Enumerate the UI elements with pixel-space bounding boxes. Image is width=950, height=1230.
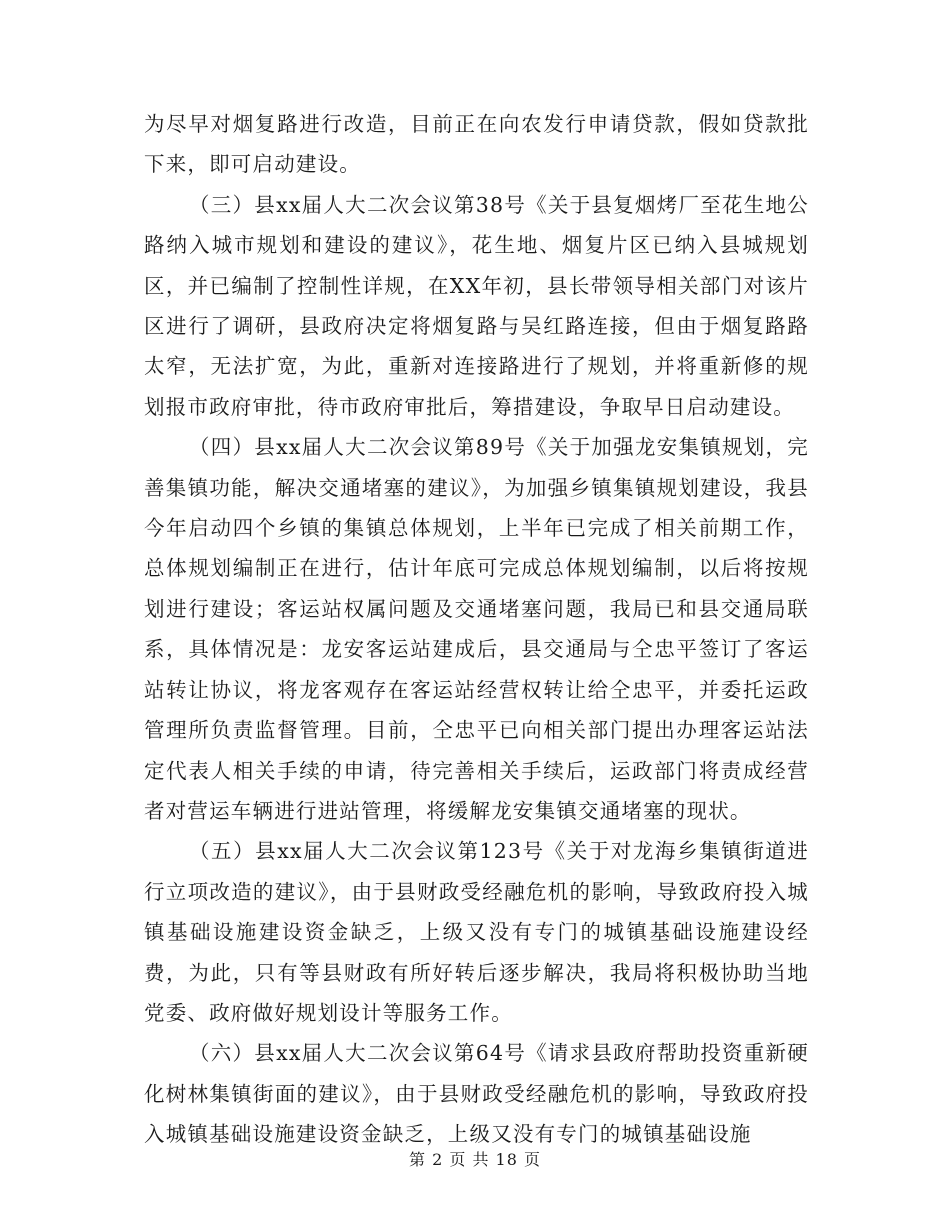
paragraph-item-4: （四）县xx届人大二次会议第89号《关于加强龙安集镇规划，完善集镇功能，解决交通堵塞的建议》，为加强乡镇集镇规划建设，我县今年启动四个乡镇的集镇总体规划，上半年已完成了相关前期工作，总体规划编制正在进行，估计年底可完成总体规划编制，以后将按规划进行建设；客运站权属问题及交通堵塞问题，我局已和县交通局联系，具体情况是：龙安客运站建成后，县交通局与仝忠平签订了客运站转让协议，将龙客观存在客运站经营权转让给仝忠平，并委托运政管理所负责监督管理。目前，仝忠平已向相关部门提出办理客运站法定代表人相关手续的申请，待完善相关手续后，运政部门将责成经营者对营运车辆进行进站管理，将缓解龙安集镇交通堵塞的现状。 — [144, 435, 809, 823]
document-body — [144, 104, 809, 1155]
paragraph-continuation: 为尽早对烟复路进行改造，目前正在向农发行申请贷款，假如贷款批下来，即可启动建设。 — [144, 112, 809, 177]
paragraph-item-6: （六）县xx届人大二次会议第64号《请求县政府帮助投资重新硬化树林集镇街面的建议》，由于县财政受经融危机的影响，导致政府投入城镇基础设施建设资金缺乏，上级又没有专门的城镇基础设施 — [144, 1041, 809, 1147]
paragraph-item-5: （五）县xx届人大二次会议第123号《关于对龙海乡集镇街道进行立项改造的建议》，由于县财政受经融危机的影响，导致政府投入城镇基础设施建设资金缺乏，上级又没有专门的城镇基础设施建设经费，为此，只有等县财政有所好转后逐步解决，我局将积极协助当地党委、政府做好规划设计等服务工作。 — [144, 839, 809, 1025]
paragraph-item-3: （三）县xx届人大二次会议第38号《关于县复烟烤厂至花生地公路纳入城市规划和建设的建议》，花生地、烟复片区已纳入县城规划区，并已编制了控制性详规，在XX年初，县长带领导相关部门对该片区进行了调研，县政府决定将烟复路与吴红路连接，但由于烟复路路太窄，无法扩宽，为此，重新对连接路进行了规划，并将重新修的规划报市政府审批，待市政府审批后，筹措建设，争取早日启动建设。 — [144, 192, 809, 419]
page-number-footer: 第 2 页 共 18 页 — [409, 1150, 541, 1169]
